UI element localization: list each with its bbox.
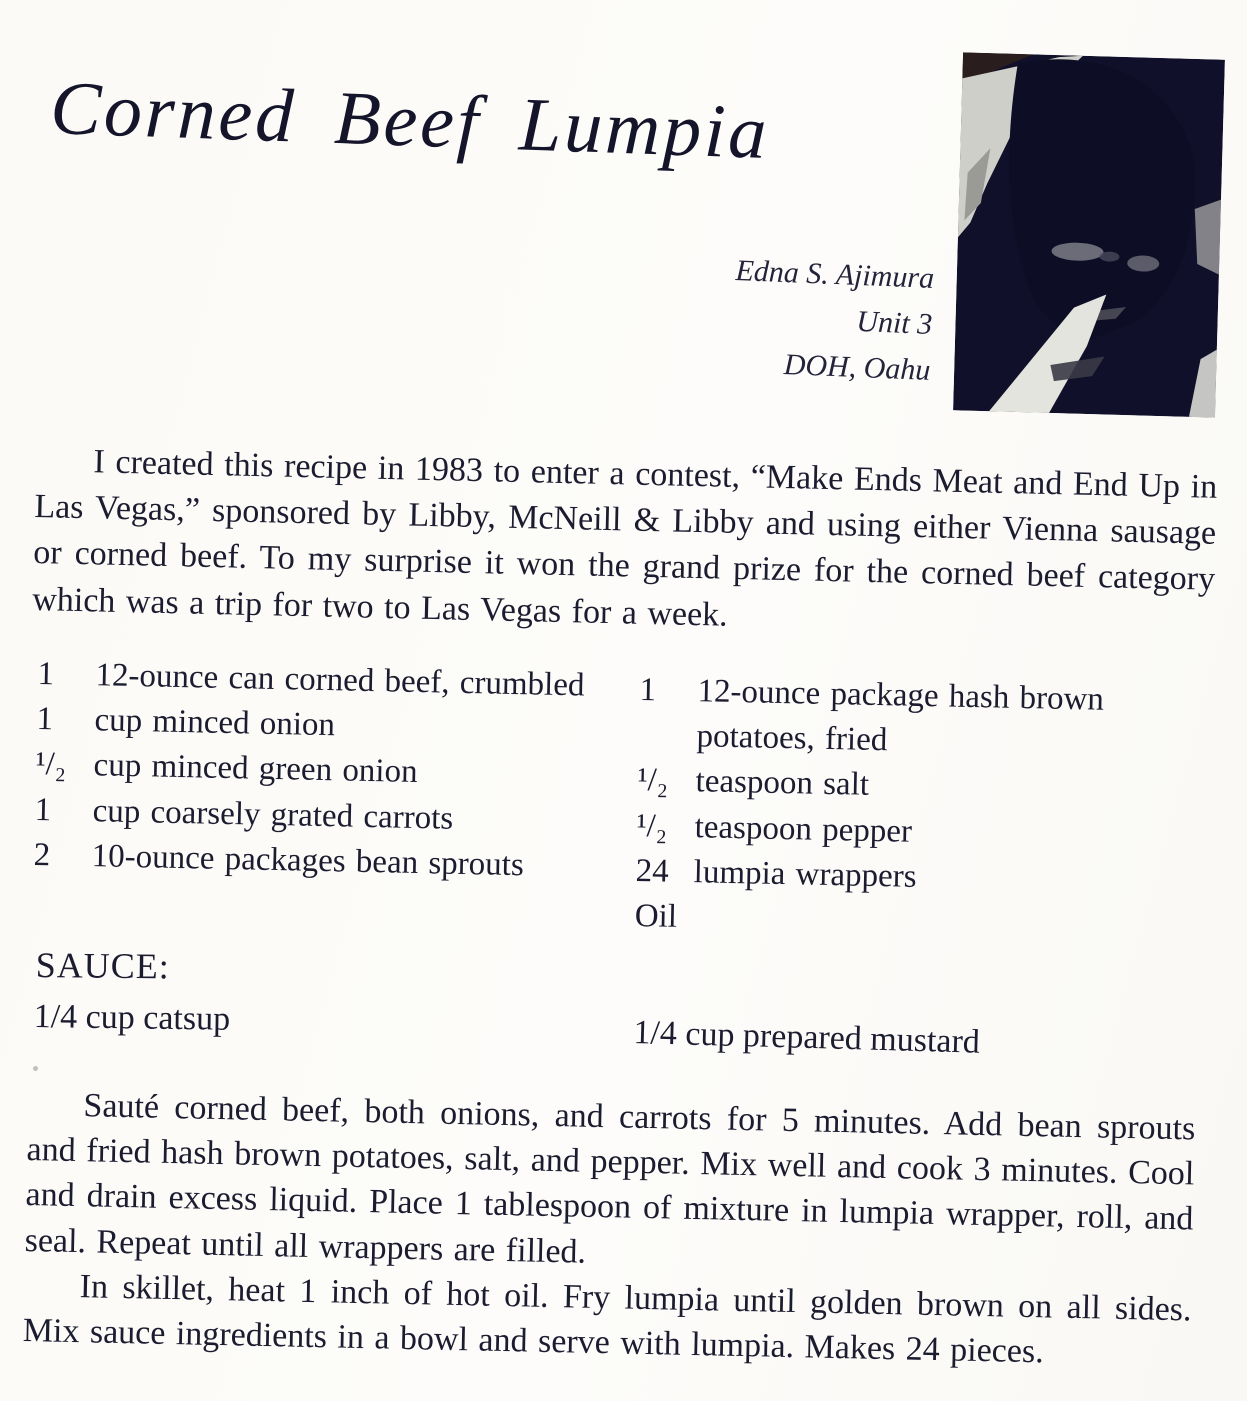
intro-paragraph: I created this recipe in 1983 to enter a contest, “Make Ends Meat and End Up in Las Vegas,” sponsored by Libby, McNeill & Libby and using either Vienna sausage or corned beef. To my surprise it won the grand prize for the corned beef category which was a trip for two to Las Vegas for a week.	[31, 443, 1218, 634]
scan-artifact-dot	[33, 1066, 38, 1071]
sauce-heading: SAUCE:	[35, 944, 171, 987]
ingredient-qty: ¹/₂	[637, 762, 669, 800]
ingredient-qty: ¹/₂	[636, 807, 668, 845]
sauce-item-catsup: 1/4 cup catsup	[33, 998, 231, 1038]
ingredient-text	[693, 927, 1163, 937]
author-photo-graphic	[953, 52, 1225, 417]
ingredient-qty: 1	[639, 671, 657, 709]
ingredient-text: 10-ounce packages bean sprouts	[91, 837, 525, 884]
ingredient-qty: 1	[34, 791, 52, 828]
ingredient-text: teaspoon salt	[695, 763, 870, 804]
ingredient-qty: 2	[33, 836, 51, 874]
ingredient-qty: ¹/₂	[35, 746, 67, 784]
sauce-item-mustard: 1/4 cup prepared mustard	[632, 1014, 981, 1061]
ingredients-column-right	[634, 668, 1168, 950]
ingredients-column-left	[33, 652, 604, 890]
author-photo	[953, 52, 1225, 417]
instructions-paragraph-1: Sauté corned beef, both onions, and carrots for 5 minutes. Add bean sprouts and fried hash brown potatoes, salt, and pepper. Mix well and cook 3 minutes. Cool and drain excess liquid. Place 1 tablespoon of mixture in lumpia wrapper, roll, and seal. Repeat until all wrappers are filled.	[24, 1087, 1196, 1271]
ingredient-row	[638, 668, 1168, 769]
ingredient-text: cup coarsely grated carrots	[92, 792, 454, 837]
author-unit: Unit 3	[855, 304, 933, 341]
ingredient-qty: Oil	[634, 897, 678, 935]
author-block	[525, 240, 935, 394]
ingredient-qty: 24	[635, 852, 670, 890]
ingredient-qty: 1	[36, 701, 54, 738]
ingredient-text: cup minced green onion	[93, 747, 418, 791]
ingredient-text: 12-ounce can corned beef, crumbled	[95, 657, 585, 704]
ingredient-text: 12-ounce package hash brown potatoes, fried	[696, 673, 1105, 759]
instructions-paragraph-2: In skillet, heat 1 inch of hot oil. Fry lumpia until golden brown on all sides. Mix sauce ingredients in a bowl and serve with lumpia. Makes 24 pieces.	[22, 1268, 1192, 1371]
author-name: Edna S. Ajimura	[734, 254, 935, 295]
instructions-section	[22, 1082, 1195, 1378]
ingredient-qty: 1	[37, 655, 55, 693]
page-title: Corned Beef Lumpia	[49, 65, 771, 175]
ingredient-text: teaspoon pepper	[694, 808, 913, 850]
ingredient-text: lumpia wrappers	[693, 853, 917, 895]
ingredient-text: cup minced onion	[94, 702, 336, 744]
author-org: DOH, Oahu	[783, 347, 932, 387]
